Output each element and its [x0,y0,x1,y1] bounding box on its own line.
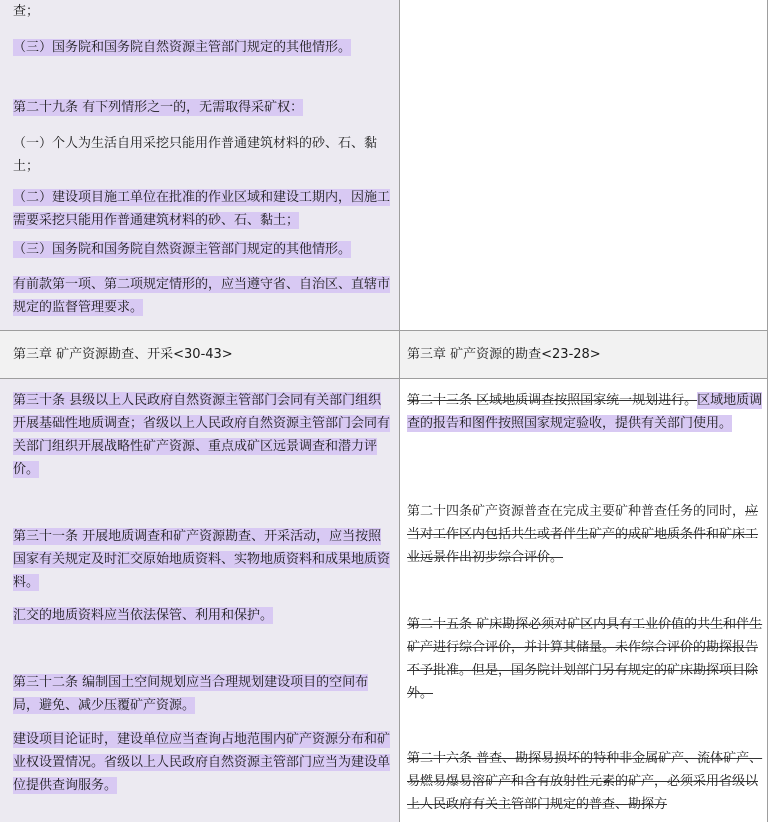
paragraph-article-30: 第三十条 县级以上人民政府自然资源主管部门会同有关部门组织开展基础性地质调查；省级以上人民政府自然资源主管部门会同有关部门组织开展战略性矿产资源、重点成矿区远景调查和潜力评价。 [13,393,391,477]
paragraph-article-29: 第二十九条 有下列情形之一的，无需取得采矿权： [13,100,304,115]
right-top-cell [400,0,768,330]
paragraph-item-2: （二）建设项目施工单位在批准的作业区域和建设工期内，因施工需要采挖只能用作普通建筑材料的砂、石、黏土； [13,190,391,228]
paragraph-article-25-old: 第二十五条 矿床勘探必须对矿区内具有工业价值的共生和伴生矿产进行综合评价，并计算其储量。未作综合评价的勘探报告不予批准。但是，国务院计划部门另有规定的矿床勘探项目除外。 [407,617,763,701]
paragraph-clause-3: （三）国务院和国务院自然资源主管部门规定的其他情形。 [13,40,352,55]
paragraph-supplement: 有前款第一项、第二项规定情形的，应当遵守省、自治区、直辖市规定的监督管理要求。 [13,277,391,315]
paragraph-article-31-2: 汇交的地质资料应当依法保管、利用和保护。 [13,608,274,623]
paragraph-article-31: 第三十一条 开展地质调查和矿产资源勘查、开采活动，应当按照国家有关规定及时汇交原始地质资料、实物地质资料和成果地质资料。 [13,529,391,590]
paragraph-article-32: 第三十二条 编制国土空间规划应当合理规划建设项目的空间布局，避免、减少压覆矿产资源。 [13,675,369,713]
paragraph-item-1: （一）个人为生活自用采挖只能用作普通建筑材料的砂、石、黏土； [13,136,378,174]
paragraph-item-3: （三）国务院和国务院自然资源主管部门规定的其他情形。 [13,242,352,257]
paragraph-article-24-old: 第二十四条矿产资源普查在完成主要矿种普查任务的同时，应当对工作区内包括共生或者伴生矿产的成矿地质条件和矿床工业远景作出初步综合评价。 [407,504,759,565]
chapter-title-left: 第三章 矿产资源勘查、开采<30-43> [13,347,233,362]
paragraph-continuation: 查； [13,4,40,19]
paragraph-article-32-2: 建设项目论证时，建设单位应当查询占地范围内矿产资源分布和矿业权设置情况。省级以上人民政府自然资源主管部门应当为建设单位提供查询服务。 [13,732,391,793]
chapter-title-right: 第三章 矿产资源的勘查<23-28> [407,347,601,362]
paragraph-article-26-old: 第二十六条 普查、勘探易损坏的特种非金属矿产、流体矿产、易燃易爆易溶矿产和含有放射性元素的矿产，必须采用省级以上人民政府有关主管部门规定的普查、勘探方 [407,751,763,812]
paragraph-article-23-old: 第二十三条 区域地质调查按照国家统一规划进行。区域地质调查的报告和图件按照国家规定验收，提供有关部门使用。 [407,393,763,431]
